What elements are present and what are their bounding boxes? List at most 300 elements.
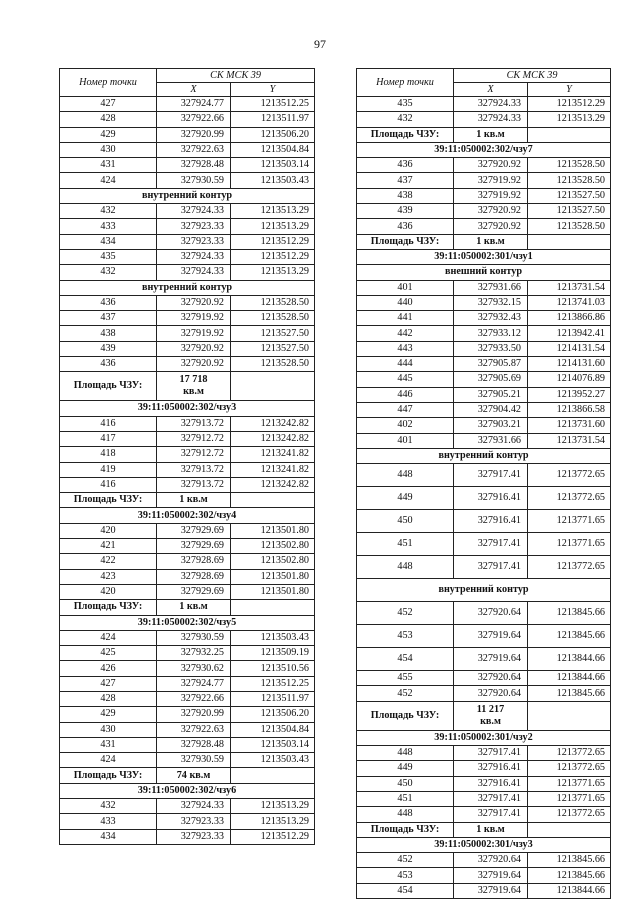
coordinate-y: 1213503.14 [231,737,315,752]
area-value-unit: кв.м [480,715,501,727]
table-row [60,234,315,249]
table-row [60,357,315,372]
coordinate-x: 327904.42 [454,402,528,417]
point-number: 452 [357,602,454,625]
table-row [60,249,315,264]
table-row [60,326,315,341]
coordinate-y: 1213510.56 [231,661,315,676]
point-number: 422 [60,554,157,569]
coordinate-y: 1213242.82 [231,416,315,431]
coordinate-y: 1213513.29 [231,204,315,219]
section-heading-row [60,783,315,798]
coordinate-x: 327924.33 [454,112,528,127]
coordinate-y: 1213942.41 [528,326,611,341]
point-number: 448 [357,807,454,822]
coordinate-x: 327931.66 [454,433,528,448]
coordinate-y: 1213844.66 [528,648,611,671]
table-row [60,722,315,737]
table-row [357,533,611,556]
coordinate-x: 327923.33 [157,814,231,829]
coordinate-x: 327919.92 [454,188,528,203]
area-value [454,701,528,730]
coordinate-x: 327930.59 [157,630,231,645]
coordinate-y: 1213506.20 [231,127,315,142]
table-row [357,326,611,341]
section-heading-row [60,508,315,523]
point-number: 434 [60,234,157,249]
table-row [60,158,315,173]
table-row [357,188,611,203]
coordinate-y: 1213771.65 [528,510,611,533]
table-row [60,462,315,477]
table-row [60,630,315,645]
coordinate-x: 327920.64 [454,853,528,868]
table-body [357,97,611,899]
table-row [357,158,611,173]
coordinate-y: 1213503.14 [231,158,315,173]
table-row [357,602,611,625]
section-heading: внешний контур [357,265,611,280]
area-row [60,372,315,401]
coordinate-x: 327920.64 [454,671,528,686]
area-value-number: 17 718 [179,374,208,386]
coordinate-x: 327905.21 [454,387,528,402]
point-number: 435 [357,97,454,112]
coordinate-y: 1213528.50 [528,173,611,188]
coordinate-y: 1213527.50 [231,341,315,356]
coordinate-y: 1213528.50 [231,357,315,372]
coordinate-y: 1213503.43 [231,753,315,768]
table-row [60,539,315,554]
area-value [454,127,528,142]
coordinate-x: 327920.64 [454,602,528,625]
coordinate-y: 1213241.82 [231,447,315,462]
table-row [60,311,315,326]
point-number: 427 [60,676,157,691]
point-number: 427 [60,97,157,112]
table-row [60,97,315,112]
area-value [157,493,231,508]
coordinate-y: 1213844.66 [528,883,611,898]
table-row [357,671,611,686]
area-row [357,234,611,249]
coordinate-y: 1213513.29 [528,112,611,127]
header-y: Y [231,83,315,97]
coordinate-x: 327912.72 [157,447,231,462]
area-value-number: 1 кв.м [476,823,505,835]
table-row [357,686,611,701]
coordinate-x: 327916.41 [454,510,528,533]
coordinate-x: 327916.41 [454,761,528,776]
page-number: 97 [314,37,326,51]
table-row [357,625,611,648]
table-row [60,341,315,356]
coordinate-x: 327920.92 [454,158,528,173]
coordinate-y: 1213513.29 [231,814,315,829]
area-value-unit: кв.м [183,386,204,398]
area-row [357,701,611,730]
coordinate-x: 327917.41 [454,791,528,806]
coordinate-x: 327924.33 [157,249,231,264]
coordinate-y: 1213845.66 [528,853,611,868]
coordinate-y: 1213512.25 [231,97,315,112]
area-row [60,768,315,783]
header-coordinate-system: СК МСК 39 [454,69,611,83]
point-number: 452 [357,853,454,868]
table-row [357,807,611,822]
coordinate-y: 1213845.66 [528,868,611,883]
coordinate-x: 327920.99 [157,127,231,142]
area-label: Площадь ЧЗУ: [60,600,157,615]
table-row [60,646,315,661]
point-number: 453 [357,625,454,648]
section-heading-row [357,448,611,463]
coordinate-y: 1213512.29 [231,234,315,249]
table-row [60,691,315,706]
table-row [357,648,611,671]
table-row [60,112,315,127]
table-row [60,814,315,829]
coordinate-x: 327919.64 [454,648,528,671]
coordinate-x: 327928.69 [157,569,231,584]
point-number: 428 [60,691,157,706]
coordinate-x: 327919.64 [454,625,528,648]
section-heading: внутренний контур [60,188,315,203]
table-row [60,173,315,188]
table-row [60,416,315,431]
coordinate-x: 327929.69 [157,539,231,554]
coordinate-x: 327930.59 [157,753,231,768]
point-number: 418 [60,447,157,462]
point-number: 447 [357,402,454,417]
coordinate-y: 1213845.66 [528,686,611,701]
coordinate-x: 327916.41 [454,487,528,510]
table-row [357,372,611,387]
coordinate-y: 1213503.43 [231,173,315,188]
coordinate-y: 1213512.29 [231,829,315,844]
table-row [357,510,611,533]
point-number: 437 [60,311,157,326]
coordinate-y: 1213501.80 [231,569,315,584]
section-heading: 39:11:050002:301/чзу3 [357,837,611,852]
section-heading: 39:11:050002:302/чзу5 [60,615,315,630]
point-number: 421 [60,539,157,554]
table-row [60,431,315,446]
area-empty-cell [231,372,315,401]
point-number: 442 [357,326,454,341]
coordinate-x: 327929.69 [157,523,231,538]
coordinate-y: 1213242.82 [231,477,315,492]
area-empty-cell [528,701,611,730]
coordinate-y: 1213771.65 [528,533,611,556]
coordinate-y: 1213241.82 [231,462,315,477]
point-number: 449 [357,487,454,510]
point-number: 454 [357,648,454,671]
point-number: 450 [357,776,454,791]
point-number: 431 [60,158,157,173]
point-number: 432 [60,265,157,280]
coordinate-y: 1213503.43 [231,630,315,645]
point-number: 434 [60,829,157,844]
point-number: 429 [60,127,157,142]
table-row [60,661,315,676]
area-label: Площадь ЧЗУ: [357,701,454,730]
coordinate-y: 1213866.58 [528,402,611,417]
table-row [357,853,611,868]
area-value-number: 74 кв.м [176,769,211,781]
point-number: 431 [60,737,157,752]
table-row [357,556,611,579]
coordinate-x: 327920.92 [454,204,528,219]
coordinate-y: 1213772.65 [528,807,611,822]
coordinate-y: 1213511.97 [231,691,315,706]
coordinate-y: 1213772.65 [528,556,611,579]
coordinate-x: 327930.59 [157,173,231,188]
point-number: 451 [357,791,454,806]
area-value-number: 11 217 [476,703,505,715]
coordinate-y: 1213513.29 [231,265,315,280]
coordinate-y: 1214131.54 [528,341,611,356]
table-row [357,776,611,791]
point-number: 429 [60,707,157,722]
coordinate-x: 327932.43 [454,311,528,326]
area-empty-cell [528,234,611,249]
table-row [60,799,315,814]
point-number: 424 [60,630,157,645]
table-row [357,791,611,806]
coordinate-y: 1213771.65 [528,776,611,791]
point-number: 451 [357,533,454,556]
coordinate-x: 327924.77 [157,97,231,112]
table-row [60,204,315,219]
coordinate-y: 1213527.50 [528,188,611,203]
coordinate-y: 1214076.89 [528,372,611,387]
coordinate-y: 1213512.25 [231,676,315,691]
point-number: 439 [60,341,157,356]
table-row [357,112,611,127]
coordinate-x: 327928.69 [157,554,231,569]
area-value [454,822,528,837]
point-number: 436 [357,219,454,234]
area-empty-cell [231,768,315,783]
point-number: 443 [357,341,454,356]
coordinate-y: 1213952.27 [528,387,611,402]
table-row [60,477,315,492]
point-number: 438 [60,326,157,341]
coordinate-y: 1213512.29 [231,249,315,264]
coordinate-x: 327917.41 [454,746,528,761]
section-heading-row [357,249,611,264]
point-number: 448 [357,464,454,487]
coordinate-x: 327920.92 [454,219,528,234]
point-number: 437 [357,173,454,188]
coordinate-x: 327903.21 [454,418,528,433]
coordinate-x: 327919.92 [157,311,231,326]
coordinate-y: 1213731.54 [528,433,611,448]
area-empty-cell [528,127,611,142]
area-value-number: 1 кв.м [476,235,505,247]
table-row [60,219,315,234]
coordinate-y: 1213506.20 [231,707,315,722]
coordinate-y: 1213772.65 [528,464,611,487]
coordinate-x: 327917.41 [454,807,528,822]
point-number: 420 [60,523,157,538]
area-empty-cell [231,600,315,615]
coordinate-y: 1213501.80 [231,584,315,599]
table-row [60,265,315,280]
point-number: 449 [357,761,454,776]
table-row [357,746,611,761]
coordinate-y: 1213242.82 [231,431,315,446]
coordinate-y: 1213504.84 [231,142,315,157]
coordinate-y: 1213501.80 [231,523,315,538]
coordinate-y: 1213528.50 [231,311,315,326]
area-row [357,822,611,837]
coordinate-y: 1213502.80 [231,539,315,554]
coordinate-y: 1213772.65 [528,487,611,510]
section-heading: 39:11:050002:301/чзу1 [357,249,611,264]
coordinate-x: 327920.92 [157,357,231,372]
table-row [357,464,611,487]
point-number: 438 [357,188,454,203]
area-value [157,372,231,401]
section-heading: 39:11:050002:302/чзу4 [60,508,315,523]
point-number: 453 [357,868,454,883]
coordinate-y: 1213509.19 [231,646,315,661]
coordinate-x: 327917.41 [454,533,528,556]
table-row [357,295,611,310]
coordinate-x: 327924.33 [157,204,231,219]
coordinate-x: 327919.92 [454,173,528,188]
table-row [357,761,611,776]
point-number: 432 [357,112,454,127]
coordinate-x: 327917.41 [454,556,528,579]
point-number: 432 [60,204,157,219]
coordinate-y: 1213512.29 [528,97,611,112]
coordinate-y: 1213731.54 [528,280,611,295]
table-row [60,142,315,157]
section-heading: 39:11:050002:301/чзу2 [357,730,611,745]
area-label: Площадь ЧЗУ: [357,822,454,837]
coordinate-x: 327923.33 [157,829,231,844]
area-row [357,127,611,142]
point-number: 433 [60,814,157,829]
point-number: 444 [357,357,454,372]
point-number: 423 [60,569,157,584]
coordinate-x: 327913.72 [157,477,231,492]
table-row [357,311,611,326]
area-row [60,493,315,508]
point-number: 454 [357,883,454,898]
coordinate-x: 327924.33 [157,799,231,814]
coordinate-x: 327931.66 [454,280,528,295]
coordinate-y: 1213528.50 [528,158,611,173]
table-row [357,173,611,188]
point-number: 416 [60,416,157,431]
coordinate-x: 327924.33 [454,97,528,112]
header-point-number: Номер точки [357,69,454,97]
table-row [357,219,611,234]
coordinate-y: 1213513.29 [231,799,315,814]
table-row [357,204,611,219]
section-heading: 39:11:050002:302/чзу7 [357,142,611,157]
point-number: 452 [357,686,454,701]
point-number: 401 [357,280,454,295]
section-heading: внутренний контур [357,448,611,463]
header-coordinate-system: СК МСК 39 [157,69,315,83]
table-row [357,487,611,510]
point-number: 448 [357,746,454,761]
section-heading-row [60,188,315,203]
point-number: 439 [357,204,454,219]
table-row [60,569,315,584]
point-number: 432 [60,799,157,814]
coordinate-y: 1214131.60 [528,357,611,372]
section-heading-row [60,401,315,416]
point-number: 420 [60,584,157,599]
point-number: 435 [60,249,157,264]
section-heading-row [357,579,611,602]
coordinate-x: 327922.66 [157,691,231,706]
area-label: Площадь ЧЗУ: [60,768,157,783]
coordinate-y: 1213528.50 [528,219,611,234]
point-number: 433 [60,219,157,234]
coordinate-x: 327932.25 [157,646,231,661]
table-row [357,357,611,372]
table-row [60,295,315,310]
coordinate-y: 1213527.50 [231,326,315,341]
coordinates-table-left [59,68,315,845]
point-number: 425 [60,646,157,661]
coordinate-y: 1213845.66 [528,602,611,625]
coordinate-y: 1213845.66 [528,625,611,648]
table-row [60,676,315,691]
coordinates-table-right [356,68,611,899]
coordinate-x: 327922.63 [157,722,231,737]
table-row [60,737,315,752]
coordinate-y: 1213772.65 [528,746,611,761]
coordinate-x: 327922.63 [157,142,231,157]
area-value [157,768,231,783]
area-label: Площадь ЧЗУ: [357,127,454,142]
point-number: 401 [357,433,454,448]
section-heading-row [357,142,611,157]
coordinate-x: 327933.50 [454,341,528,356]
area-label: Площадь ЧЗУ: [60,372,157,401]
area-label: Площадь ЧЗУ: [357,234,454,249]
section-heading-row [60,280,315,295]
area-value-number: 1 кв.м [179,494,208,506]
coordinate-x: 327920.99 [157,707,231,722]
coordinate-x: 327912.72 [157,431,231,446]
coordinate-x: 327922.66 [157,112,231,127]
coordinate-x: 327919.64 [454,883,528,898]
section-heading-row [357,730,611,745]
point-number: 436 [357,158,454,173]
table-row [357,883,611,898]
point-number: 424 [60,753,157,768]
coordinate-x: 327932.15 [454,295,528,310]
coordinate-x: 327905.87 [454,357,528,372]
table-row [60,447,315,462]
table-row [357,402,611,417]
coordinate-x: 327928.48 [157,158,231,173]
area-value [454,234,528,249]
coordinate-x: 327930.62 [157,661,231,676]
point-number: 428 [60,112,157,127]
header-x: X [454,83,528,97]
point-number: 430 [60,722,157,737]
